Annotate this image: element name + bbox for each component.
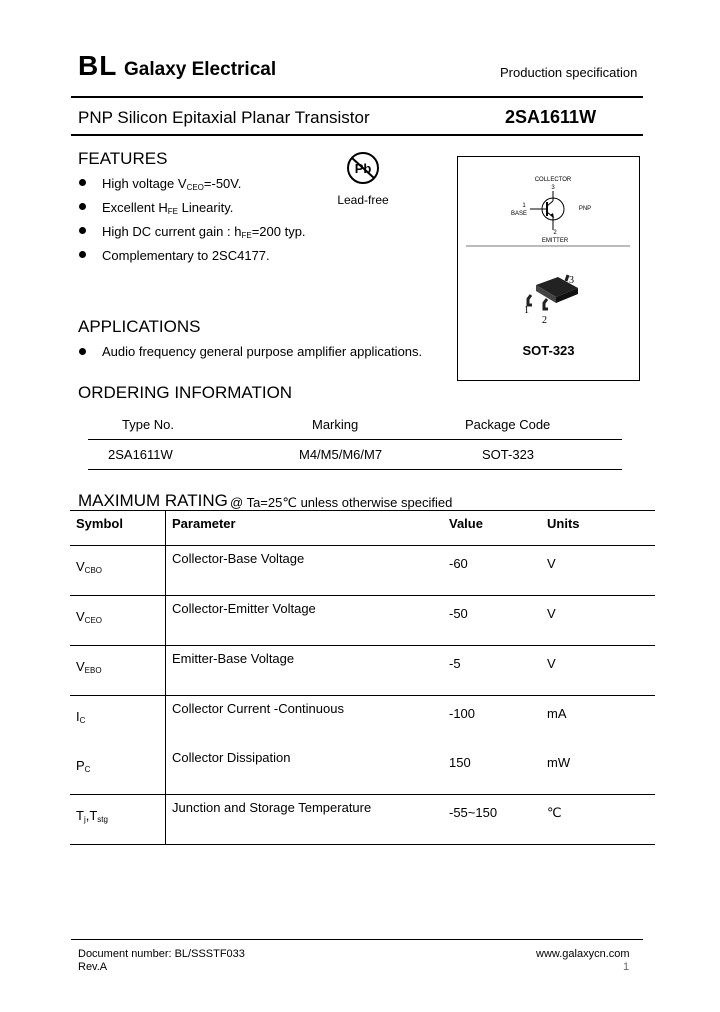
unit-cell: V bbox=[541, 596, 655, 646]
collector-pin-number: 3 bbox=[551, 185, 555, 191]
lead-free-mark bbox=[330, 150, 396, 207]
footer-rule bbox=[71, 939, 643, 940]
symbol-cell: $P_C$ bbox=[70, 745, 166, 795]
symbol-cell: $V_{CBO}$ bbox=[70, 546, 166, 596]
lead-free-label: Lead-free bbox=[337, 193, 389, 207]
brand-logo: BL bbox=[78, 50, 118, 81]
value-cell: -5 bbox=[443, 646, 541, 696]
symbol-cell: $I_C$ bbox=[70, 696, 166, 746]
document-number: Document number: BL/SSSTF033 bbox=[78, 948, 245, 960]
pin3-number: 3 bbox=[569, 275, 574, 286]
ordering-rule bbox=[88, 439, 622, 440]
application-item: Audio frequency general purpose amplifier applications. bbox=[102, 344, 423, 359]
header-value: Value bbox=[443, 511, 541, 546]
symbol-cell: $T_j,T_{stg}$ bbox=[70, 795, 166, 845]
value-cell: -50 bbox=[443, 596, 541, 646]
table-row bbox=[70, 546, 655, 596]
sot323-package-icon bbox=[458, 261, 639, 341]
table-row bbox=[70, 646, 655, 696]
bullet-icon bbox=[79, 348, 86, 355]
package-name: SOT-323 bbox=[522, 343, 575, 358]
pin1-number: 1 bbox=[524, 305, 529, 316]
parameter-cell: Collector Dissipation bbox=[166, 745, 444, 795]
revision: Rev.A bbox=[78, 961, 108, 973]
part-number: 2SA1611W bbox=[505, 107, 597, 127]
parameter-cell: Collector Current -Continuous bbox=[172, 701, 344, 716]
pin2-number: 2 bbox=[542, 315, 547, 326]
package-divider bbox=[466, 245, 630, 247]
base-pin-number: 1 bbox=[522, 203, 526, 209]
lead-free-icon bbox=[343, 150, 383, 186]
ordering-package-value: SOT-323 bbox=[482, 447, 535, 462]
unit-cell: mA bbox=[547, 706, 567, 721]
table-row bbox=[70, 795, 655, 845]
header-units: Units bbox=[541, 511, 655, 546]
table-row bbox=[70, 696, 655, 746]
transistor-symbol-icon bbox=[458, 157, 639, 247]
emitter-label: EMITTER bbox=[541, 238, 569, 244]
features-list bbox=[78, 176, 306, 272]
feature-item: Excellent $H_{FE}$ Linearity. bbox=[78, 200, 306, 224]
symbol-cell: $V_{EBO}$ bbox=[70, 646, 166, 696]
emitter-pin-number: 2 bbox=[553, 230, 557, 236]
ordering-header-type: Type No. bbox=[122, 417, 175, 432]
parameter-cell: Junction and Storage Temperature bbox=[166, 795, 444, 845]
value-cell: 150 bbox=[443, 745, 541, 795]
max-rating-table bbox=[70, 511, 655, 845]
ordering-type-value: 2SA1611W bbox=[108, 447, 173, 462]
website-link[interactable]: www.galaxycn.com bbox=[536, 948, 630, 960]
ordering-marking-value: M4/M5/M6/M7 bbox=[299, 447, 383, 462]
ordering-header-package: Package Code bbox=[465, 417, 551, 432]
company-name: Galaxy Electrical bbox=[124, 59, 277, 80]
header-rule-bottom bbox=[71, 134, 643, 136]
max-rating-title: MAXIMUM RATING bbox=[78, 491, 228, 510]
ordering-rule-bottom bbox=[88, 469, 622, 470]
features-title: FEATURES bbox=[78, 149, 168, 168]
header-parameter: Parameter bbox=[166, 511, 444, 546]
feature-item: High DC current gain : $h_{FE}=200$ typ. bbox=[78, 224, 306, 248]
parameter-cell: Collector-Base Voltage bbox=[166, 546, 444, 596]
header-rule bbox=[71, 96, 643, 98]
table-row bbox=[70, 745, 655, 795]
unit-cell: V bbox=[541, 546, 655, 596]
base-label: BASE bbox=[510, 211, 528, 217]
parameter-cell: Collector-Emitter Voltage bbox=[166, 596, 444, 646]
bullet-icon bbox=[79, 251, 86, 258]
header-symbol: Symbol bbox=[70, 511, 166, 546]
type-label: PNP bbox=[578, 206, 592, 212]
lead-free-symbol: Pb bbox=[354, 161, 372, 176]
table-header-row bbox=[70, 511, 655, 546]
collector-label: COLLECTOR bbox=[534, 177, 572, 183]
unit-cell: ℃ bbox=[541, 795, 655, 845]
device-description: PNP Silicon Epitaxial Planar Transistor bbox=[78, 108, 370, 127]
page-number: 1 bbox=[623, 961, 630, 973]
table-row bbox=[70, 596, 655, 646]
bullet-icon bbox=[79, 227, 86, 234]
unit-cell: mW bbox=[541, 745, 655, 795]
ordering-title: ORDERING INFORMATION bbox=[78, 383, 293, 402]
parameter-cell: Emitter-Base Voltage bbox=[166, 646, 444, 696]
package-diagram-box bbox=[457, 156, 640, 381]
ordering-header-marking: Marking bbox=[312, 417, 359, 432]
bullet-icon bbox=[79, 179, 86, 186]
value-cell: -60 bbox=[443, 546, 541, 596]
symbol-cell: $V_{CEO}$ bbox=[70, 596, 166, 646]
value-cell: -100 bbox=[449, 706, 476, 721]
applications-title: APPLICATIONS bbox=[78, 317, 201, 336]
unit-cell: V bbox=[541, 646, 655, 696]
value-cell: -55~150 bbox=[443, 795, 541, 845]
bullet-icon bbox=[79, 203, 86, 210]
feature-item: High voltage $V_{CEO}=-50V$. bbox=[78, 176, 306, 200]
max-rating-condition: @ Ta=25℃ unless otherwise specified bbox=[230, 495, 453, 510]
spec-type: Production specification bbox=[500, 65, 638, 80]
feature-item: Complementary to 2SC4177. bbox=[78, 248, 306, 272]
